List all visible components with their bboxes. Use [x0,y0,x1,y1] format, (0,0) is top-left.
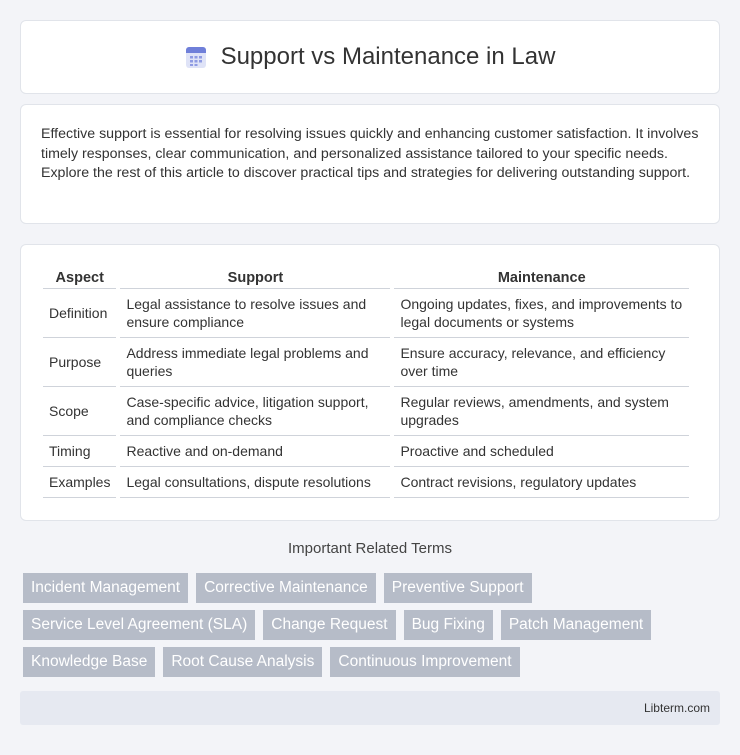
table-cell-support: Reactive and on-demand [120,436,390,467]
table-cell-aspect: Definition [43,289,116,338]
table-cell-support: Legal assistance to resolve issues and ensure compliance [120,289,390,338]
tag-knowledge-base[interactable]: Knowledge Base [23,647,155,677]
table-cell-support: Legal consultations, dispute resolutions [120,467,390,498]
tag-change-request[interactable]: Change Request [263,610,395,640]
table-cell-maintenance: Regular reviews, amendments, and system upgrades [394,387,689,436]
table-cell-aspect: Purpose [43,338,116,387]
tag-row [23,610,723,640]
table-row [43,338,689,387]
table-row [43,436,689,467]
table-cell-aspect: Timing [43,436,116,467]
tag-bug-fixing[interactable]: Bug Fixing [404,610,493,640]
intro-card [20,104,720,224]
table-cell-maintenance: Ensure accuracy, relevance, and efficiency over time [394,338,689,387]
column-header-maintenance: Maintenance [394,265,689,289]
column-header-aspect: Aspect [43,265,116,289]
comparison-table-card [20,244,720,521]
footer-site-link[interactable]: Libterm.com [643,701,710,715]
table-cell-maintenance: Ongoing updates, fixes, and improvements to legal documents or systems [394,289,689,338]
tag-root-cause-analysis[interactable]: Root Cause Analysis [163,647,322,677]
page-title: Support vs Maintenance in Law [220,43,556,70]
footer [20,691,720,725]
tag-incident-management[interactable]: Incident Management [23,573,188,603]
table-cell-maintenance: Proactive and scheduled [394,436,689,467]
column-header-support: Support [120,265,390,289]
related-terms-title: Important Related Terms [288,540,452,557]
table-header-row [43,265,689,289]
table-row [43,387,689,436]
table-cell-aspect: Scope [43,387,116,436]
tag-service-level-agreement[interactable]: Service Level Agreement (SLA) [23,610,255,640]
table-cell-support: Case-specific advice, litigation support, and compliance checks [120,387,390,436]
tag-corrective-maintenance[interactable]: Corrective Maintenance [196,573,376,603]
tag-row [23,573,723,603]
tag-row [23,647,723,677]
intro-text: Effective support is essential for resolving issues quickly and enhancing customer satisfaction. It involves timely responses, clear communication, and personalized assistance tailored to your specific needs. Explore the rest of this article to discover practical tips and strategies for delivering outstanding support. [41,126,699,181]
title-card [20,20,720,94]
related-terms-list [23,573,723,684]
comparison-table [39,265,693,498]
tag-patch-management[interactable]: Patch Management [501,610,651,640]
tag-continuous-improvement[interactable]: Continuous Improvement [330,647,519,677]
document-icon [185,45,207,69]
table-cell-support: Address immediate legal problems and queries [120,338,390,387]
table-row [43,467,689,498]
table-row [43,289,689,338]
table-cell-maintenance: Contract revisions, regulatory updates [394,467,689,498]
tag-preventive-support[interactable]: Preventive Support [384,573,532,603]
table-cell-aspect: Examples [43,467,116,498]
